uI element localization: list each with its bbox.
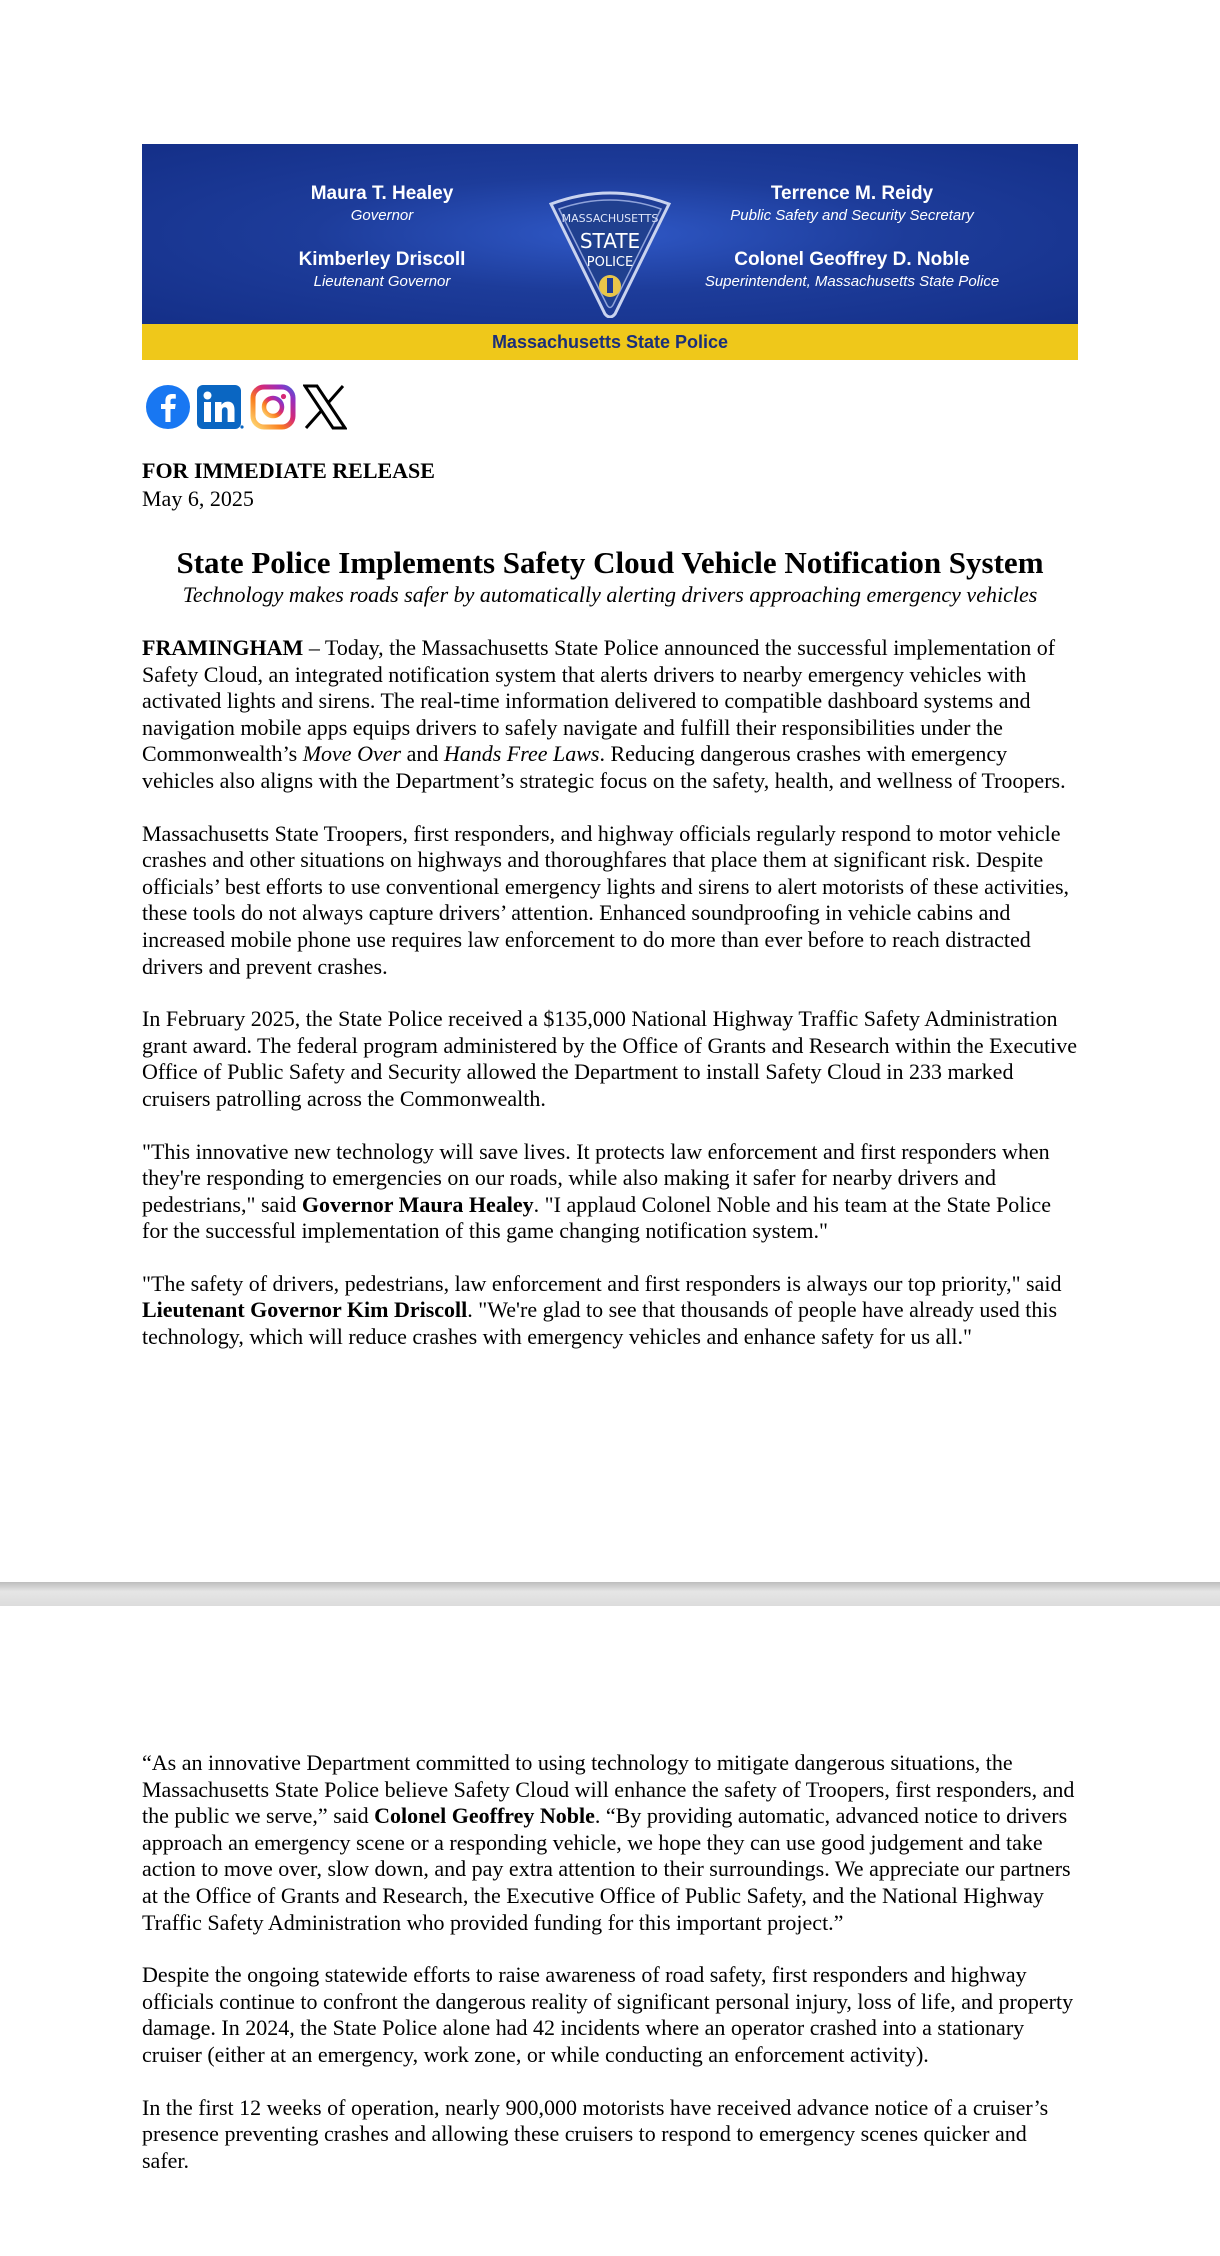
- x-icon[interactable]: [303, 384, 347, 435]
- paragraph: "This innovative new technology will save lives. It protects law enforcement and first responders when they're responding to emergencies on our roads, while also making it safer for nearby drivers and pedestrians," said Governor Maura Healey. "I applaud Colonel Noble and his team at the State Police for the successful implementation of this game changing notification system.": [142, 1138, 1051, 1244]
- paragraph: Massachusetts State Troopers, first responders, and highway officials regularly respond to motor vehicle crashes and other situations on highways and thoroughfares that place them at significant risk. Despite officials’ best efforts to use conventional emergency lights and sirens to alert motorists of these activities, these tools do not always capture drivers’ attention. Enhanced soundproofing in vehicle cabins and increased mobile phone use requires law enforcement to do more than ever before to reach distracted drivers and prevent crashes.: [142, 820, 1070, 979]
- official-lt-governor: [262, 248, 502, 292]
- official-name: Kimberley Driscoll: [298, 249, 466, 270]
- banner-blue: [142, 144, 1078, 324]
- instagram-icon[interactable]: [250, 384, 296, 435]
- paragraph: "The safety of drivers, pedestrians, law enforcement and first responders is always our top priority," said Lieutenant Governor Kim Driscoll. "We're glad to see that thousands of people have already used this technology, which will reduce crashes with emergency vehicles and enhance safety for us all.": [142, 1270, 1062, 1350]
- paragraph: Despite the ongoing statewide efforts to raise awareness of road safety, first responders and highway officials continue to confront the dangerous reality of significant personal injury, loss of life, and property damage. In 2024, the State Police alone had 42 incidents where an operator crashed into a stationary cruiser (either at an emergency, work zone, or while conducting an enforcement activity).: [142, 1962, 1074, 2067]
- paragraph: FRAMINGHAM – Today, the Massachusetts State Police announced the successful implementation of Safety Cloud, an integrated notification system that alerts drivers to nearby emergency vehicles with activated lights and sirens. The real-time information delivered to compatible dashboard systems and navigation mobile apps equips drivers to safely navigate and fulfill their responsibilities under the Commonwealth’s Move Over and Hands Free Laws. Reducing dangerous crashes with emergency vehicles also aligns with the Department’s strategic focus on the safety, health, and wellness of Troopers.: [142, 635, 1066, 793]
- speaker: Colonel Geoffrey Noble: [374, 1803, 595, 1829]
- law-name: Move Over: [302, 741, 402, 767]
- official-title: Superintendent, Massachusetts State Police: [704, 273, 1000, 290]
- headline: State Police Implements Safety Cloud Vehicle Notification System: [176, 545, 1044, 580]
- release-label: FOR IMMEDIATE RELEASE: [142, 458, 435, 483]
- speaker: Governor Maura Healey: [301, 1191, 534, 1217]
- banner-footer: Massachusetts State Police: [142, 324, 1078, 360]
- article-body-page1: [142, 635, 1078, 1377]
- headline-block: [142, 544, 1078, 609]
- release-header: [142, 457, 435, 513]
- paragraph: In the first 12 weeks of operation, nearly 900,000 motorists have received advance notice of a cruiser’s presence preventing crashes and allowing these cruisers to respond to emergency scenes quicker and safer.: [142, 2094, 1049, 2173]
- official-name: Maura T. Healey: [310, 183, 454, 204]
- article-body-page2: [142, 1750, 1078, 2200]
- official-governor: [262, 182, 502, 226]
- official-title: Lieutenant Governor: [313, 273, 451, 290]
- official-name: Colonel Geoffrey D. Noble: [734, 249, 970, 270]
- facebook-icon[interactable]: [145, 384, 191, 435]
- official-secretary: [692, 182, 1012, 226]
- release-date: May 6, 2025: [142, 486, 254, 511]
- state-police-badge-icon: [545, 188, 675, 318]
- speaker: Lieutenant Governor Kim Driscoll: [142, 1297, 468, 1323]
- official-name: Terrence M. Reidy: [770, 183, 934, 204]
- official-title: Governor: [350, 207, 414, 224]
- page-separator: [0, 1582, 1220, 1606]
- law-name: Hands Free Laws: [443, 741, 600, 767]
- paragraph: In February 2025, the State Police received a $135,000 National Highway Traffic Safety Administration grant award. The federal program administered by the Office of Grants and Research within the Executive Office of Public Safety and Security allowed the Department to install Safety Cloud in 233 marked cruisers patrolling across the Commonwealth.: [142, 1006, 1078, 1111]
- dateline: FRAMINGHAM: [142, 635, 304, 660]
- official-title: Public Safety and Security Secretary: [730, 207, 974, 224]
- subheadline: Technology makes roads safer by automatically alerting drivers approaching emergency vehicles: [182, 582, 1038, 607]
- linkedin-icon[interactable]: [196, 384, 244, 435]
- badge-text: MASSACHUSETTS: [561, 212, 659, 225]
- paragraph: “As an innovative Department committed to using technology to mitigate dangerous situations, the Massachusetts State Police believe Safety Cloud will enhance the safety of Troopers, first responders, and the public we serve,” said Colonel Geoffrey Noble. “By providing automatic, advanced notice to drivers approach an emergency scene or a responding vehicle, we hope they can use good judgement and take action to move over, slow down, and pay extra attention to their surroundings. We appreciate our partners at the Office of Grants and Research, the Executive Office of Public Safety, and the National Highway Traffic Safety Administration who provided funding for this important project.”: [142, 1750, 1075, 1935]
- official-superintendent: [692, 248, 1012, 292]
- badge-text: POLICE: [586, 255, 634, 270]
- page-2: [0, 1606, 1220, 2256]
- letterhead-banner: [142, 144, 1078, 360]
- badge-text: STATE: [579, 229, 641, 253]
